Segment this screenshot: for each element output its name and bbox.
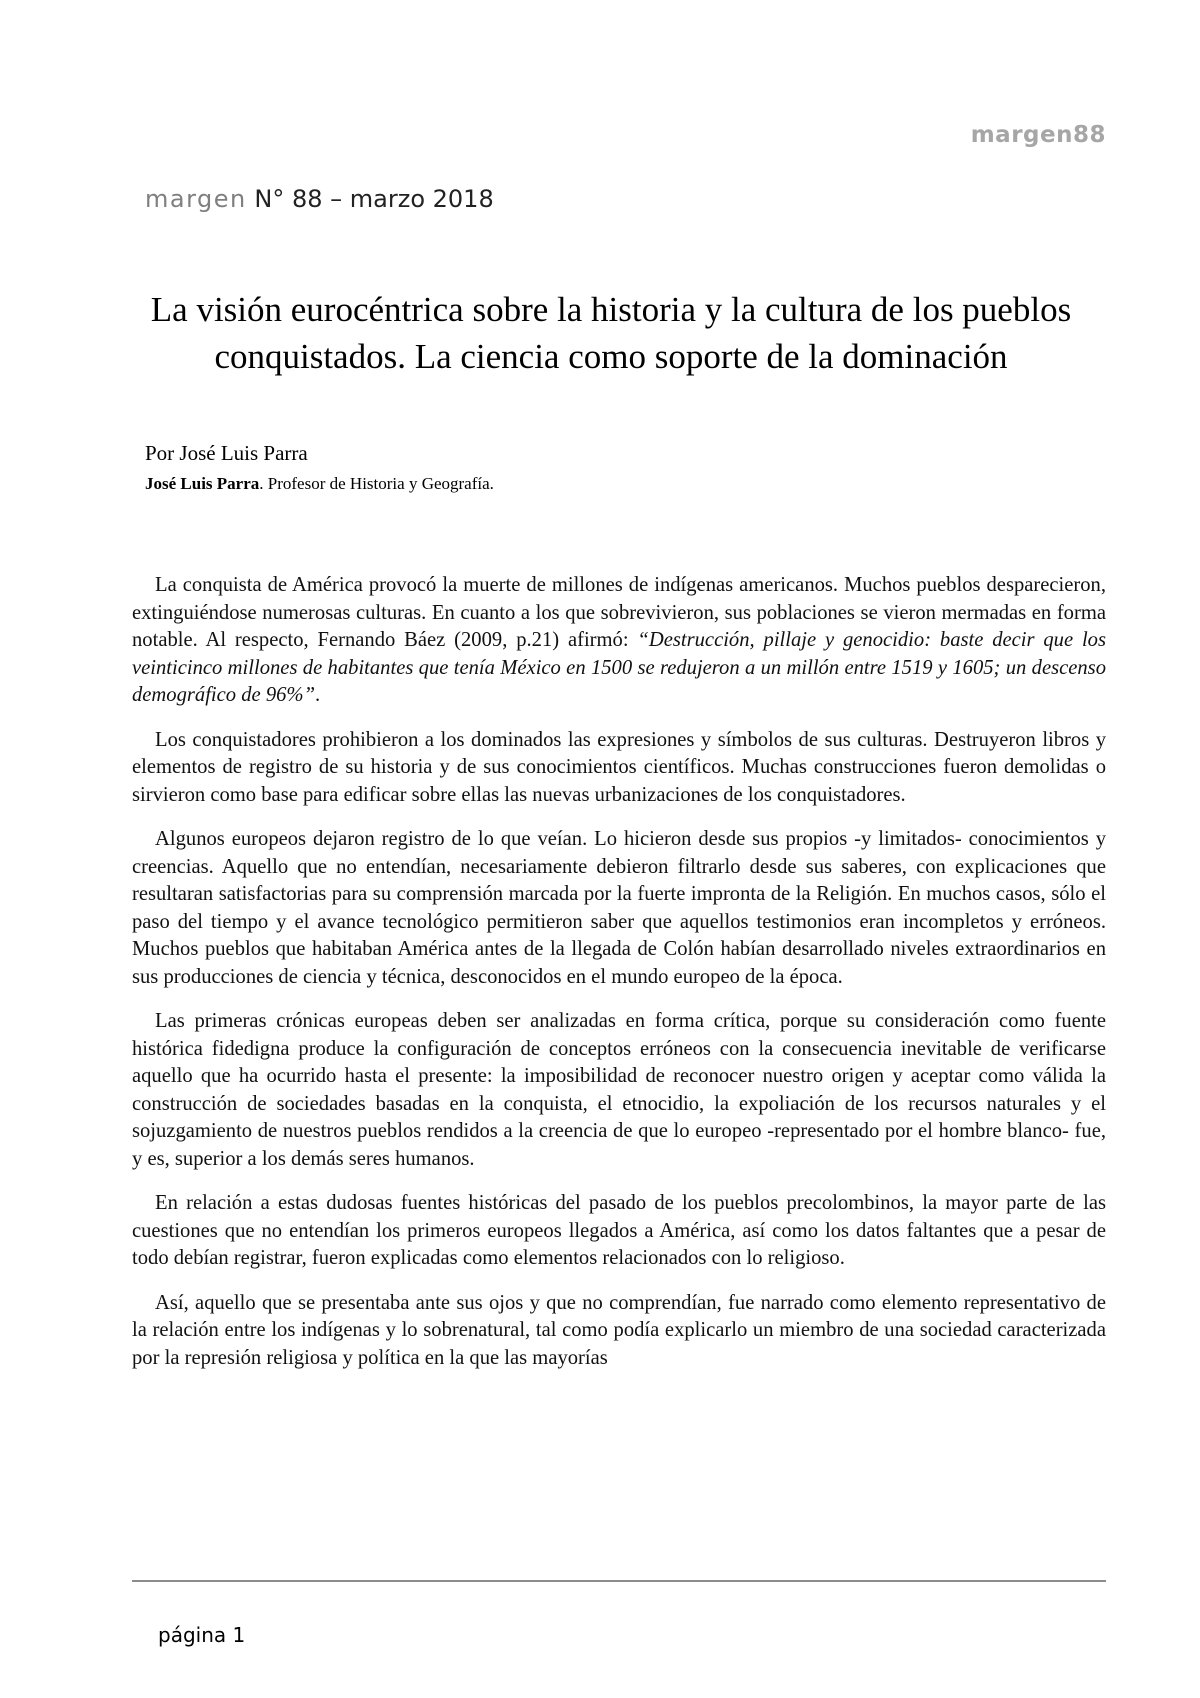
article-title: La visión eurocéntrica sobre la historia y la cultura de los pueblos conquistados. La ciencia como soporte de la dominación — [150, 290, 1072, 376]
paragraph-5: En relación a estas dudosas fuentes históricas del pasado de los pueblos precolombinos, la mayor parte de las cuestiones que no entendían los primeros europeos llegados a América, así como los datos faltantes que a pesar de todo debían registrar, fueron explicadas como elementos relacionados con lo religioso. — [132, 1192, 1106, 1269]
issue-number-date: N° 88 – marzo 2018 — [254, 185, 494, 213]
paragraph-1-text: La conquista de América provocó la muerte de millones de indígenas americanos. Muchos pueblos desparecieron, extinguiéndose numerosas culturas. En cuanto a los que sobrevivieron, sus poblaciones se vieron mermadas en forma notable. Al respecto, Fernando Báez (2009, p.21) afirmó: — [132, 574, 1106, 651]
paragraph-6: Así, aquello que se presentaba ante sus ojos y que no comprendían, fue narrado como elemento representativo de la relación entre los indígenas y lo sobrenatural, tal como podía explicarlo un miembro de una sociedad caracterizada por la represión religiosa y política en la que las mayorías — [132, 1291, 1106, 1369]
paragraph-2: Los conquistadores prohibieron a los dominados las expresiones y símbolos de sus culturas. Destruyeron libros y elementos de registro de su historia y de sus conocimientos científicos. Muchas construcciones fueron demolidas o sirvieron como base para edificar sobre ellas las nuevas urbanizaciones de los conquistadores. — [132, 728, 1106, 806]
issue-brand: margen — [145, 185, 247, 213]
paragraph-3: Algunos europeos dejaron registro de lo que veían. Lo hicieron desde sus propios -y limitados- conocimientos y creencias. Aquello que no entendían, necesariamente debieron filtrarlo desde sus saberes, con explicaciones que resultaran satisfactorias para su comprensión marcada por la fuerte impronta de la Religión. En muchos casos, sólo el paso del tiempo y el avance tecnológico permitieron saber que aquellos testimonios eran incompletos y erróneos. Muchos pueblos que habitaban América antes de la llegada de Colón habían desarrollado niveles extraordinarios en sus producciones de ciencia y técnica, desconocidos en el mundo europeo de la época. — [132, 828, 1106, 988]
quote-baez: “Destrucción, pillaje y genocidio: baste decir que los veinticinco millones de habitantes que tenía México en 1500 se redujeron a un millón entre 1519 y 1605; un descenso demográfico de 96%” — [132, 629, 1106, 706]
journal-brand: margen88 — [970, 122, 1106, 148]
page-number: página 1 — [158, 1623, 246, 1647]
author-name: José Luis Parra — [145, 474, 260, 493]
article-body — [132, 572, 1106, 1389]
author-role: . Profesor de Historia y Geografía. — [259, 474, 494, 493]
paragraph-1 — [132, 572, 1106, 710]
issue-line — [145, 185, 494, 213]
author-note — [145, 474, 494, 494]
paragraph-1-end: . — [315, 684, 321, 706]
paragraph-4: Las primeras crónicas europeas deben ser analizadas en forma crítica, porque su consideración como fuente histórica fidedigna produce la configuración de conceptos erróneos con la consecuencia inevitable de verificarse aquello que ha ocurrido hasta el presente: la imposibilidad de reconocer nuestro origen y aceptar como válida la construcción de sociedades basadas en la conquista, el etnocidio, la expoliación de los recursos naturales y el sojuzgamiento de nuestros pueblos rendidos a la creencia de que lo europeo -representado por el hombre blanco- fue, y es, superior a los demás seres humanos. — [132, 1010, 1106, 1170]
byline: Por José Luis Parra — [145, 441, 308, 465]
footer-divider — [132, 1580, 1106, 1582]
